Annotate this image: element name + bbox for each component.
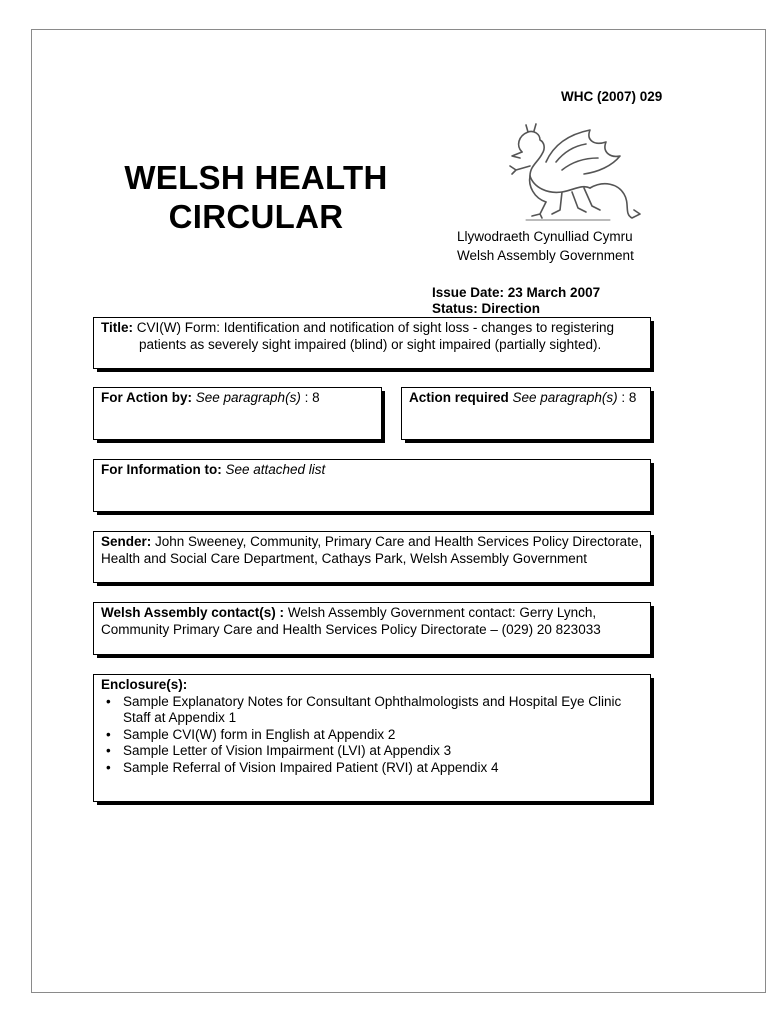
action-by-label: For Action by: (101, 390, 192, 405)
title-value: CVI(W) Form: Identification and notification of sight loss - changes to registering patients as severely sight impaired (blind) or sight impaired (partially sighted). (133, 320, 614, 352)
sender-text: John Sweeney, Community, Primary Care and Health Services Policy Directorate, Health and Social Care Department, Cathays Park, Welsh Assembly Government (101, 534, 643, 566)
issue-info (432, 285, 600, 317)
information-label: For Information to: (101, 462, 222, 477)
sender-label: Sender: (101, 534, 152, 549)
circular-reference: WHC (2007) 029 (561, 89, 663, 104)
title-box (93, 317, 651, 369)
list-item: • Sample Referral of Vision Impaired Patient (RVI) at Appendix 4 (123, 760, 643, 777)
title-text (101, 320, 643, 353)
document-title (96, 158, 416, 236)
list-item: • Sample Letter of Vision Impairment (LVI) at Appendix 3 (123, 743, 643, 760)
enclosures-label: Enclosure(s): (101, 677, 188, 692)
document-title-line-2: CIRCULAR (168, 198, 344, 235)
contact-text: Welsh Assembly Government contact: Gerry Lynch, Community Primary Care and Health Services Policy Directorate – (029) 20 823033 (101, 605, 601, 637)
title-label: Title: (101, 320, 134, 335)
government-name-english: Welsh Assembly Government (457, 248, 634, 263)
issue-date: Issue Date: 23 March 2007 (432, 285, 601, 300)
action-required-reference: See paragraph(s) (508, 390, 618, 405)
action-by-paragraph: : 8 (300, 390, 320, 405)
enclosures-box (93, 674, 651, 802)
action-by-reference: See paragraph(s) (192, 390, 301, 405)
action-required-label: Action required (409, 390, 509, 405)
document-title-line-1: WELSH HEALTH (124, 159, 388, 196)
issue-status: Status: Direction (432, 301, 541, 316)
list-item: • Sample Explanatory Notes for Consultant Ophthalmologists and Hospital Eye Clinic Staff at Appendix 1 (123, 694, 643, 727)
government-name-welsh: Llywodraeth Cynulliad Cymru (457, 229, 633, 244)
action-required-paragraph: : 8 (617, 390, 637, 405)
action-by-box (93, 387, 382, 440)
contact-label: Welsh Assembly contact(s) : (101, 605, 285, 620)
sender-box (93, 531, 651, 583)
list-item: • Sample CVI(W) form in English at Appendix 2 (123, 727, 643, 744)
welsh-dragon-icon (500, 122, 645, 227)
information-box (93, 459, 651, 512)
contact-box (93, 602, 651, 655)
action-required-box (401, 387, 651, 440)
information-recipients: See attached list (221, 462, 326, 477)
enclosures-list (101, 694, 643, 777)
